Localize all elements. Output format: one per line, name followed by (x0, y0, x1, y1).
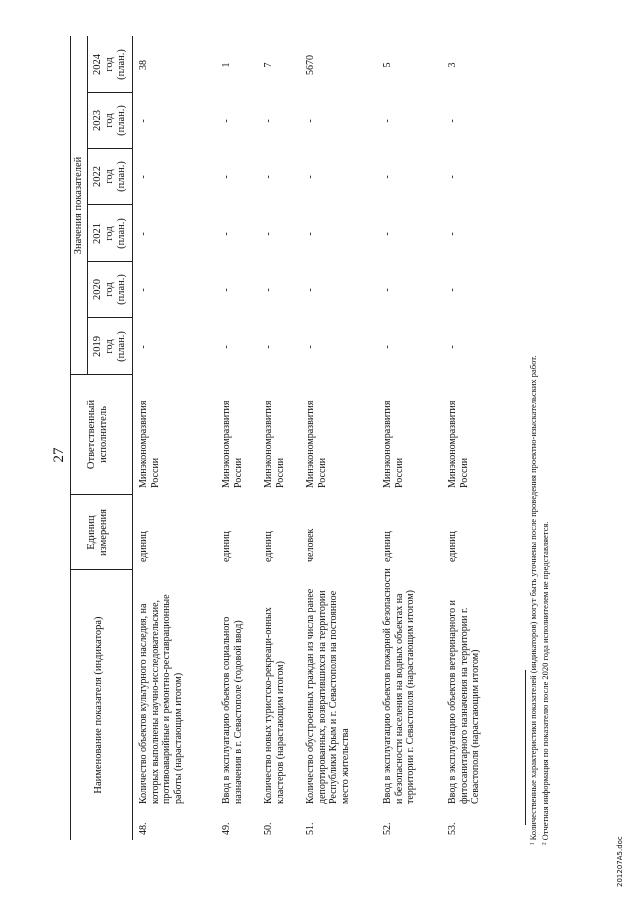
header-year-line: 2020 (92, 279, 103, 300)
value-dash: - (263, 288, 274, 292)
row-number: 48. (138, 822, 149, 835)
row-number: 49. (221, 822, 232, 835)
executor-cell: Минэкономразвития России (382, 400, 405, 488)
header-year-line: 2021 (92, 223, 103, 244)
header-year-2024 (92, 36, 127, 93)
value-dash: - (138, 232, 149, 236)
indicator-name: Количество новых туристско-рекреаци-онных кластеров (нарастающим итогом) (263, 607, 286, 804)
header-year-2019 (92, 318, 127, 375)
value-dash: - (382, 345, 393, 349)
value-dash: - (221, 119, 232, 123)
value-dash: - (447, 288, 458, 292)
value-dash: - (447, 175, 458, 179)
header-executor: Ответственный исполнитель (86, 399, 109, 470)
value-dash: - (447, 119, 458, 123)
header-year-line: 2019 (92, 336, 103, 357)
value-dash: - (221, 288, 232, 292)
footnote-1: ¹ Количественные характеристики показателей (индикаторов) могут быть уточнены после проведения проектно-изыскательских работ. (528, 355, 538, 845)
value-dash: - (305, 175, 316, 179)
header-year-2022 (92, 148, 127, 205)
value-dash: - (305, 288, 316, 292)
indicator-name: Количество обустроенных граждан из числа ранее депортированных, возвратившихся на территории Республики Крым и г. Севастополя на постоянное место жительства (305, 588, 351, 804)
footnote-2: ² Отчетная информация по показателю после 2020 года исполнителем не представляется. (540, 521, 550, 845)
header-year-line: 2022 (92, 166, 103, 187)
executor-cell: Минэкономразвития России (447, 400, 470, 488)
unit-cell: человек (305, 528, 316, 562)
unit-cell: единиц (263, 531, 274, 562)
executor-cell: Минэкономразвития России (138, 400, 161, 488)
value-dash: - (138, 175, 149, 179)
header-year-2020 (92, 261, 127, 318)
value-dash: - (221, 175, 232, 179)
value-cell: 5 (382, 62, 393, 68)
header-year-line: (план.) (115, 331, 127, 362)
header-year-line: 2023 (92, 110, 103, 131)
header-year-line: (план.) (115, 274, 127, 305)
header-year-line: год (103, 282, 115, 297)
value-cell: 38 (138, 60, 149, 70)
unit-cell: единиц (221, 531, 232, 562)
unit-cell: единиц (447, 531, 458, 562)
value-dash: - (138, 119, 149, 123)
value-dash: - (382, 288, 393, 292)
unit-cell: единиц (138, 531, 149, 562)
value-dash: - (263, 175, 274, 179)
page-number: 27 (51, 447, 67, 463)
header-year-line: (план.) (115, 49, 127, 80)
value-dash: - (382, 119, 393, 123)
header-year-line: год (103, 57, 115, 72)
value-dash: - (138, 288, 149, 292)
indicator-name: Ввод в эксплуатацию объектов ветеринарного и фитосанитарного назначения на территории г. Севастополя (нарастающим итогом) (447, 600, 482, 804)
header-values-group: Значения показателей (73, 156, 84, 255)
header-year-line: (план.) (115, 218, 127, 249)
header-name: Наименование показателя (индикатора) (93, 616, 104, 794)
value-dash: - (382, 175, 393, 179)
indicator-name: Ввод в эксплуатацию объектов пожарной безопасности и безопасности населения на водных объектах на территории г. Севастополя (нарастающим итогом) (382, 568, 417, 804)
value-dash: - (138, 345, 149, 349)
executor-cell: Минэкономразвития России (263, 400, 286, 488)
executor-cell: Минэкономразвития России (305, 400, 328, 488)
value-dash: - (447, 232, 458, 236)
value-dash: - (382, 232, 393, 236)
indicator-name: Ввод в эксплуатацию объектов социального назначения в г. Севастополе (годовой ввод) (221, 616, 244, 804)
row-number: 50. (263, 822, 274, 835)
value-dash: - (305, 232, 316, 236)
executor-cell: Минэкономразвития России (221, 400, 244, 488)
header-unit: Единиц измерения (86, 509, 109, 556)
value-cell: 7 (263, 62, 274, 68)
value-dash: - (263, 119, 274, 123)
header-year-line: (план.) (115, 161, 127, 192)
value-dash: - (221, 232, 232, 236)
row-number: 51. (305, 822, 316, 835)
value-dash: - (263, 232, 274, 236)
unit-cell: единиц (382, 531, 393, 562)
header-year-line: год (103, 169, 115, 184)
header-year-line: год (103, 226, 115, 241)
header-year-line: год (103, 113, 115, 128)
value-cell: 1 (221, 62, 232, 68)
header-year-2021 (92, 205, 127, 262)
header-year-2023 (92, 92, 127, 149)
value-cell: 3 (447, 62, 458, 68)
header-year-line: (план.) (115, 105, 127, 136)
row-number: 52. (382, 822, 393, 835)
value-dash: - (221, 345, 232, 349)
value-dash: - (263, 345, 274, 349)
row-number: 53. (447, 822, 458, 835)
value-cell: 5670 (305, 55, 316, 75)
value-dash: - (447, 345, 458, 349)
indicator-name: Количество объектов культурного наследия, на которых выполнены научно-исследовательские, противоаварийные и ремонтно-реставрационные работы (нарастающим итогом) (138, 594, 184, 804)
file-name: 201207A5.doc (616, 836, 624, 887)
value-dash: - (305, 119, 316, 123)
header-year-line: 2024 (92, 54, 103, 75)
header-year-line: год (103, 339, 115, 354)
value-dash: - (305, 345, 316, 349)
